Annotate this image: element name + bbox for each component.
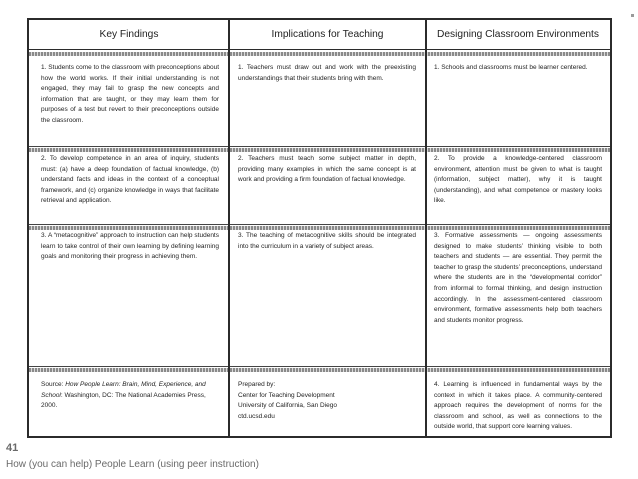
table-cell: 1. Teachers must draw out and work with the preexisting understandings that their students bring with them.: [238, 64, 416, 82]
column-divider: [228, 20, 230, 436]
table-cell: 4. Learning is influenced in fundamental ways by the context in which it takes place. A community-centered approach requires the development of norms for the classroom and school, as well as connections to the outside world, that support core learning values.: [434, 381, 602, 431]
findings-table: [27, 18, 612, 438]
table-header-row: [29, 20, 610, 50]
header-classroom-environments: Designing Classroom Environments: [437, 29, 599, 40]
column-divider: [425, 20, 427, 436]
header-key-findings: Key Findings: [99, 29, 159, 40]
table-cell: 1. Schools and classrooms must be learner centered.: [434, 64, 588, 71]
prepared-by: Prepared by: Center for Teaching Development University of California, San Diego ctd.ucsd.edu: [238, 381, 337, 420]
table-cell: 2. Teachers must teach some subject matter in depth, providing many examples in which the same concept is at work and providing a firm foundation of factual knowledge.: [238, 155, 416, 184]
table-cell: 3. Formative assessments — ongoing assessments designed to make students’ thinking visible to both teachers and students — are essential. They permit the teacher to grasp the students’ preconceptions, understand where the students are in the “developmental corridor” from informal to formal thinking, and design instruction accordingly. In the assessment-centered classroom environment, formative assessments help both teachers and students monitor progress.: [434, 232, 602, 324]
source-title: How People Learn: Brain, Mind, Experience, and School: [41, 381, 206, 399]
row-separator: [29, 366, 610, 367]
corner-marker: [631, 14, 634, 17]
table-cell: 2. To provide a knowledge-centered classroom environment, attention must be given to what is taught (information, subject matter), why it is taught (understanding), and what competence or mastery looks like.: [434, 155, 602, 205]
row-separator: [29, 146, 610, 147]
row-separator: [29, 148, 610, 152]
slide-number: 41: [6, 442, 19, 454]
table-cell: 2. To develop competence in an area of inquiry, students must: (a) have a deep foundation of factual knowledge, (b) understand facts and ideas in the context of a conceptual framework, and (c) organize knowledge in ways that facilitate retrieval and application.: [41, 155, 219, 205]
row-separator: [29, 226, 610, 230]
row-separator: [29, 52, 610, 56]
source-citation: Source: How People Learn: Brain, Mind, Experience, and School: Washington, DC: The National Academies Press, 2000.: [41, 381, 206, 410]
slide-caption: How (you can help) People Learn (using peer instruction): [6, 459, 259, 470]
header-implications: Implications for Teaching: [271, 29, 384, 40]
table-cell: 3. The teaching of metacognitive skills should be integrated into the curriculum in a variety of subject areas.: [238, 232, 416, 250]
table-cell: 1. Students come to the classroom with preconceptions about how the world works. If their initial understanding is not engaged, they may fail to grasp the new concepts and information that are taught, or they may learn them for purposes of a test but revert to their preconceptions outside the classroom.: [41, 64, 219, 124]
table-cell: 3. A “metacognitive” approach to instruction can help students learn to take control of their own learning by defining learning goals and monitoring their progress in achieving them.: [41, 232, 219, 261]
row-separator: [29, 368, 610, 372]
row-separator: [29, 224, 610, 225]
